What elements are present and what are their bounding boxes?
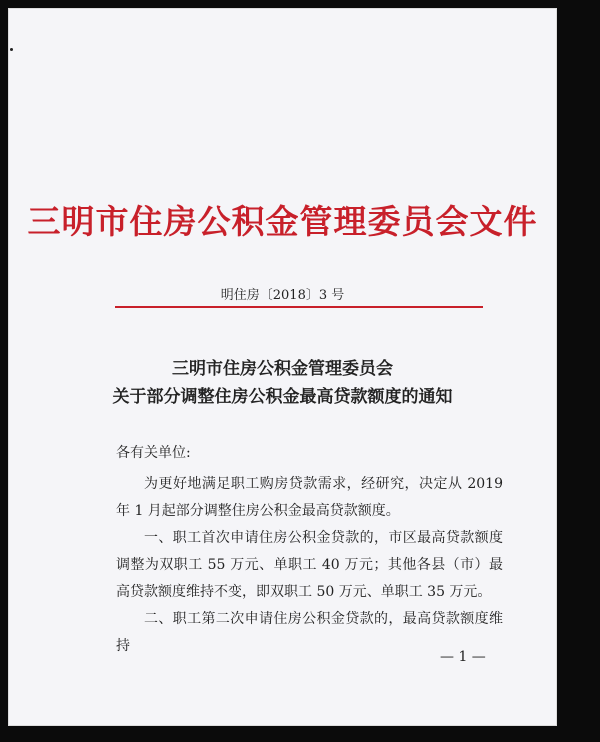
document-number: 明住房〔2018〕3 号 bbox=[220, 288, 345, 303]
scan-dot bbox=[10, 48, 13, 51]
paragraph-intro: 为更好地满足职工购房贷款需求，经研究，决定从 2019 年 1 月起部分调整住房公积金最高贷款额度。 bbox=[116, 476, 503, 519]
notice-title-line-1: 三明市住房公积金管理委员会 bbox=[172, 359, 393, 379]
page-number: — 1 — bbox=[440, 649, 486, 665]
document-page bbox=[8, 8, 557, 726]
paragraph-item-1: 一、职工首次申请住房公积金贷款的，市区最高贷款额度调整为双职工 55 万元、单职工 40 万元；其他各县（市）最高贷款额度维持不变，即双职工 50 万元、单职工 35 万元。 bbox=[116, 530, 503, 600]
red-divider-line bbox=[115, 306, 483, 308]
notice-title bbox=[8, 355, 557, 411]
issuer-header-title: 三明市住房公积金管理委员会文件 bbox=[27, 202, 538, 241]
paragraph-item-2: 二、职工第二次申请住房公积金贷款的，最高贷款额度维持 bbox=[116, 611, 503, 654]
body-text bbox=[116, 471, 503, 660]
notice-title-line-2: 关于部分调整住房公积金最高贷款额度的通知 bbox=[112, 387, 453, 407]
addressee: 各有关单位: bbox=[116, 445, 191, 461]
